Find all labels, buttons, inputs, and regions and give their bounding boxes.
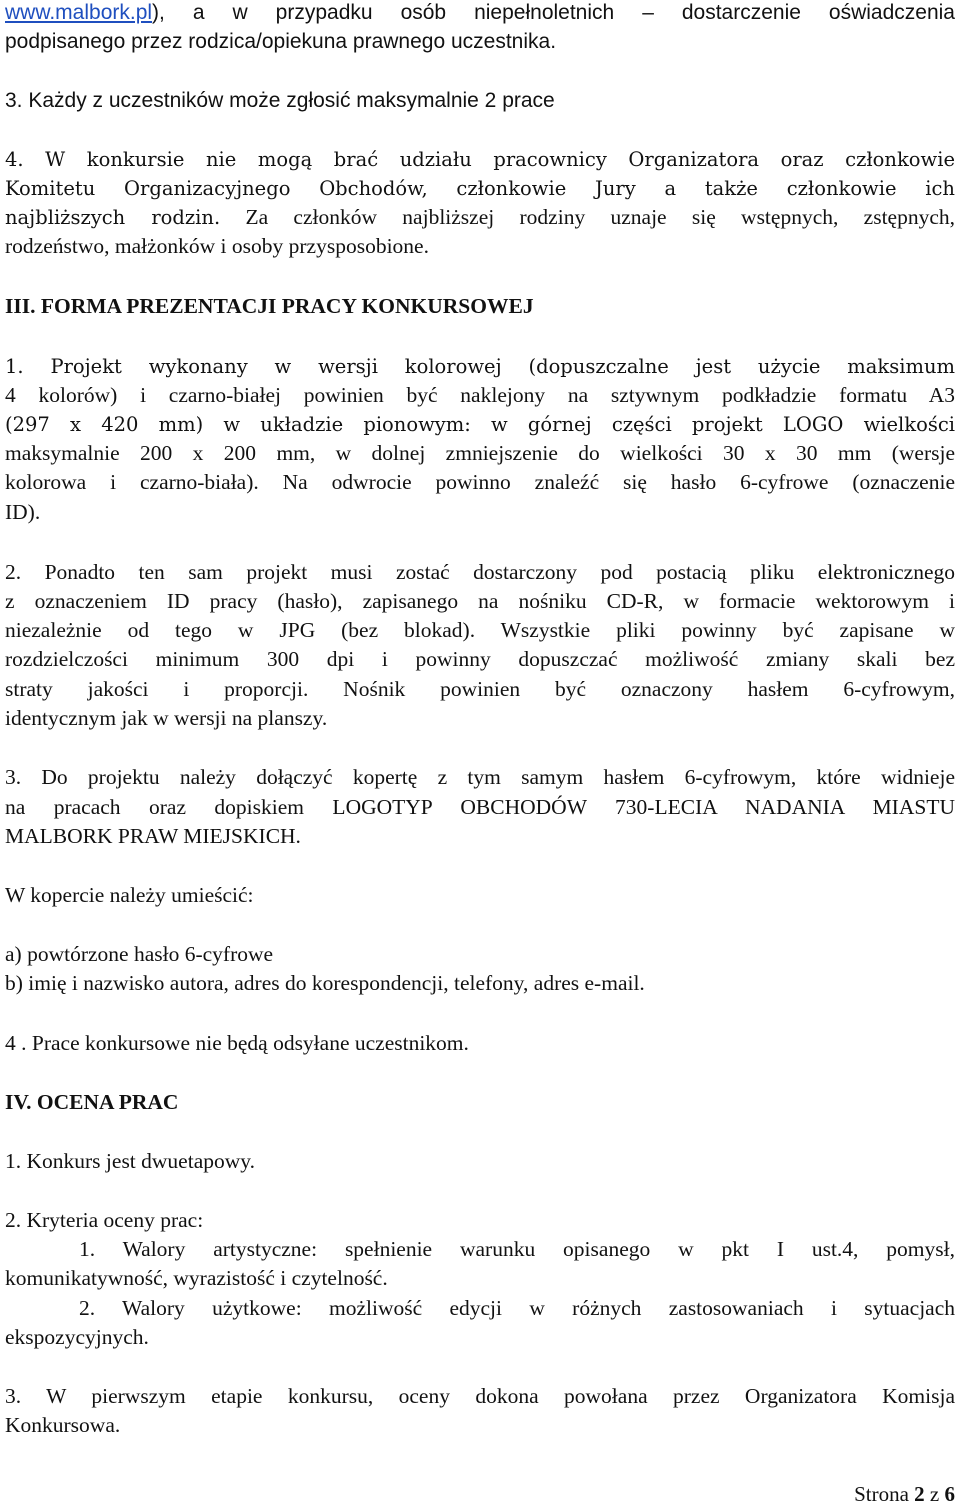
section-3-item-3-line-2: na pracach oraz dopiskiem LOGOTYP OBCHODÓW 730-LECIA NADANIA MIASTU: [5, 795, 955, 819]
section-3-item-4: 4 . Prace konkursowe nie będą odsyłane uczestnikom.: [5, 1031, 469, 1055]
section-4-item-1: 1. Konkurs jest dwuetapowy.: [5, 1149, 256, 1173]
rule-item-4-line-3: najbliższych rodzin. Za członków najbliższej rodziny uznaje się wstępnych, zstępnych,: [5, 205, 956, 229]
section-3-item-2-line-3: niezależnie od tego w JPG (bez blokad). Wszystkie pliki powinny być zapisane w: [5, 618, 955, 642]
total-pages-number: 6: [944, 1482, 955, 1506]
section-3-heading: III. FORMA PREZENTACJI PRACY KONKURSOWEJ: [5, 294, 534, 318]
intro-line-2: podpisanego przez rodzica/opiekuna prawnego uczestnika.: [5, 30, 557, 53]
section-4-heading: IV. OCENA PRAC: [5, 1090, 179, 1114]
envelope-item-a: a) powtórzone hasło 6-cyfrowe: [5, 942, 274, 966]
section-3-item-1-line-5: kolorowa i czarno-biała). Na odwrocie powinno znaleźć się hasło 6-cyfrowe (oznaczenie: [5, 470, 955, 494]
section-4-item-2: 2. Kryteria oceny prac:: [5, 1208, 204, 1232]
rule-item-4-line-4: rodzeństwo, małżonków i osoby przysposobione.: [5, 234, 429, 258]
section-4-item-3-line-2: Konkursowa.: [5, 1413, 121, 1437]
section-3-item-2-line-2: z oznaczeniem ID pracy (hasło), zapisanego na nośniku CD-R, w formacie wektorowym i: [5, 589, 955, 613]
envelope-item-b: b) imię i nazwisko autora, adres do korespondencji, telefony, adres e-mail.: [5, 971, 645, 995]
envelope-intro: W kopercie należy umieścić:: [5, 883, 254, 907]
rule-item-3: 3. Każdy z uczestników może zgłosić maksymalnie 2 prace: [5, 89, 555, 112]
section-4-item-3-line-1: 3. W pierwszym etapie konkursu, oceny dokona powołana przez Organizatora Komisja: [5, 1384, 955, 1408]
section-3-item-3-line-1: 3. Do projektu należy dołączyć kopertę z tym samym hasłem 6-cyfrowym, które widnieje: [5, 765, 955, 789]
rule-item-4-line-2: Komitetu Organizacyjnego Obchodów, członkowie Jury a także członkowie ich: [5, 177, 955, 200]
section-3-item-2-line-5: straty jakości i proporcji. Nośnik powinien być oznaczony hasłem 6-cyfrowym,: [5, 677, 955, 701]
section-3-item-2-line-1: 2. Ponadto ten sam projekt musi zostać dostarczony pod postacią pliku elektronicznego: [5, 560, 955, 584]
malbork-website-link[interactable]: www.malbork.pl: [5, 1, 153, 24]
section-3-item-1-line-6: ID).: [5, 500, 41, 524]
section-3-item-1-line-2: 4 kolorów) i czarno-białej powinien być naklejony na sztywnym podkładzie formatu A3: [5, 383, 955, 407]
current-page-number: 2: [914, 1482, 925, 1506]
intro-line-1: www.malbork.pl), a w przypadku osób niepełnoletnich – dostarczenie oświadczenia: [5, 1, 955, 24]
section-3-item-1-line-3: (297 x 420 mm) w układzie pionowym: w górnej części projekt LOGO wielkości: [5, 413, 955, 436]
page-number-footer: Strona 2 z 6: [854, 1482, 955, 1506]
criterion-1-line-1: 1. Walory artystyczne: spełnienie warunku opisanego w pkt I ust.4, pomysł,: [79, 1237, 955, 1261]
criterion-2-line-1: 2. Walory użytkowe: możliwość edycji w różnych zastosowaniach i sytuacjach: [79, 1296, 955, 1320]
rule-item-4-line-1: 4. W konkursie nie mogą brać udziału pracownicy Organizatora oraz członkowie: [5, 148, 955, 171]
criterion-2-line-2: ekspozycyjnych.: [5, 1325, 149, 1349]
section-3-item-2-line-6: identycznym jak w wersji na planszy.: [5, 706, 328, 730]
criterion-1-line-2: komunikatywność, wyrazistość i czytelność.: [5, 1266, 388, 1290]
section-3-item-2-line-4: rozdzielczości minimum 300 dpi i powinny dopuszczać możliwość zmiany skali bez: [5, 647, 955, 671]
section-3-item-3-line-3: MALBORK PRAW MIEJSKICH.: [5, 824, 301, 848]
section-3-item-1-line-1: 1. Projekt wykonany w wersji kolorowej (dopuszczalne jest użycie maksimum: [5, 355, 955, 378]
section-3-item-1-line-4: maksymalnie 200 x 200 mm, w dolnej zmniejszenie do wielkości 30 x 30 mm (wersje: [5, 441, 955, 465]
